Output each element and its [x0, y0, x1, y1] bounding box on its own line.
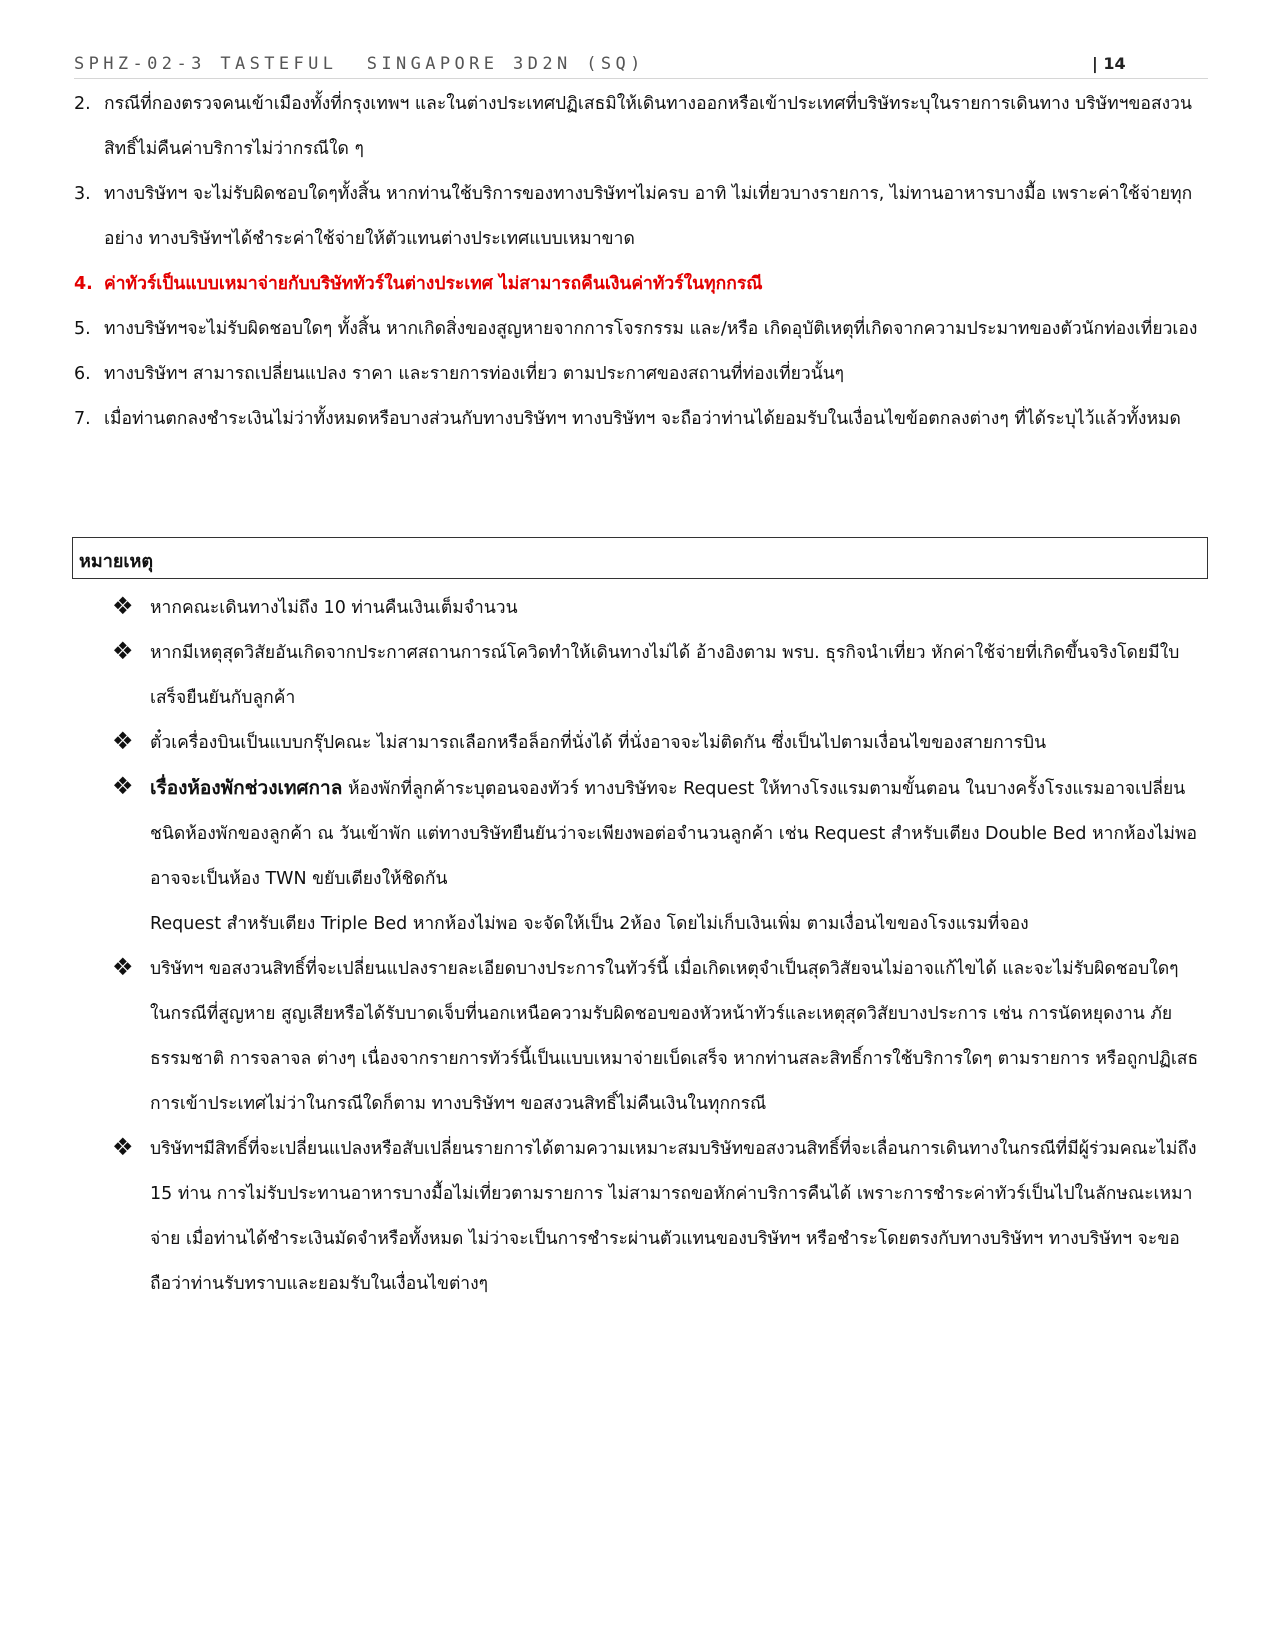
note-text: ตั๋วเครื่องบินเป็นแบบกรุ๊ปคณะ ไม่สามารถเลือกหรือล็อกที่นั่งได้ ที่นั่งอาจจะไม่ติดกัน ซึ่งเป็นไปตามเงื่อนไขของสายการบิน — [150, 733, 1047, 753]
diamond-bullet-icon: ❖ — [112, 592, 134, 620]
term-text: เมื่อท่านตกลงชำระเงินไม่ว่าทั้งหมดหรือบางส่วนกับทางบริษัทฯ ทางบริษัทฯ จะถือว่าท่านได้ยอมรับในเงื่อนไขข้อตกลงต่างๆ ที่ได้ระบุไว้แล้วทั้งหมด — [104, 409, 1181, 429]
note-text: ห้องพักที่ลูกค้าระบุตอนจองทัวร์ ทางบริษัทจะ Request ให้ทางโรงแรมตามขั้นตอน ในบางครั้งโรงแรมอาจเปลี่ยนชนิดห้องพักของลูกค้า ณ วันเข้าพัก แต่ทางบริษัทยืนยันว่าจะเพียงพอต่อจำนวนลูกค้า เช่น Request สำหรับเตียง Double Bed หากห้องไม่พอ อาจจะเป็นห้อง TWN ขยับเตียงให้ชิดกัน — [150, 779, 1198, 889]
note-item — [112, 631, 1202, 721]
note-item — [112, 721, 1202, 766]
note-text: หากมีเหตุสุดวิสัยอันเกิดจากประกาศสถานการณ์โควิดทำให้เดินทางไม่ได้ อ้างอิงตาม พรบ. ธุรกิจนำเที่ยว หักค่าใช้จ่ายที่เกิดขึ้นจริงโดยมีใบเสร็จยืนยันกับลูกค้า — [150, 643, 1180, 708]
term-number: 7. — [74, 409, 91, 429]
term-text: ทางบริษัทฯ จะไม่รับผิดชอบใดๆทั้งสิ้น หากท่านใช้บริการของทางบริษัทฯไม่ครบ อาทิ ไม่เที่ยวบางรายการ, ไม่ทานอาหารบางมื้อ เพราะค่าใช้จ่ายทุกอย่าง ทางบริษัทฯได้ชำระค่าใช้จ่ายให้ตัวแทนต่างประเทศแบบเหมาขาด — [104, 184, 1193, 249]
note-subline: Request สำหรับเตียง Triple Bed หากห้องไม่พอ จะจัดให้เป็น 2ห้อง โดยไม่เก็บเงินเพิ่ม ตามเงื่อนไขของโรงแรมที่จอง — [150, 914, 1029, 934]
diamond-bullet-icon: ❖ — [112, 637, 134, 665]
note-text: หากคณะเดินทางไม่ถึง 10 ท่านคืนเงินเต็มจำนวน — [150, 598, 518, 618]
notes-list — [112, 586, 1202, 1307]
term-item-highlighted — [74, 262, 1208, 307]
term-number: 4. — [74, 274, 93, 294]
term-text: กรณีที่กองตรวจคนเข้าเมืองทั้งที่กรุงเทพฯ และในต่างประเทศปฏิเสธมิให้เดินทางออกหรือเข้าประเทศที่บริษัทระบุในรายการเดินทาง บริษัทฯขอสงวนสิทธิ์ไม่คืนค่าบริการไม่ว่ากรณีใด ๆ — [104, 94, 1192, 159]
note-item — [112, 1127, 1202, 1307]
note-text: บริษัทฯมีสิทธิ์ที่จะเปลี่ยนแปลงหรือสับเปลี่ยนรายการได้ตามความเหมาะสมบริษัทขอสงวนสิทธิ์ที่จะเลื่อนการเดินทางในกรณีที่มีผู้ร่วมคณะไม่ถึง 15 ท่าน การไม่รับประทานอาหารบางมื้อไม่เที่ยวตามรายการ ไม่สามารถขอหักค่าบริการคืนได้ เพราะการชำระค่าทัวร์เป็นไปในลักษณะเหมาจ่าย เมื่อท่านได้ชำระเงินมัดจำหรือทั้งหมด ไม่ว่าจะเป็นการชำระผ่านตัวแทนของบริษัทฯ หรือชำระโดยตรงกับทางบริษัทฯ ทางบริษัทฯ จะขอถือว่าท่านรับทราบและยอมรับในเงื่อนไขต่างๆ — [150, 1139, 1197, 1294]
term-item — [74, 352, 1208, 397]
note-lead: เรื่องห้องพักช่วงเทศกาล — [150, 777, 343, 799]
note-item — [112, 947, 1202, 1127]
term-item — [74, 82, 1208, 172]
diamond-bullet-icon: ❖ — [112, 953, 134, 981]
diamond-bullet-icon: ❖ — [112, 1133, 134, 1161]
term-item — [74, 307, 1208, 352]
term-number: 6. — [74, 364, 91, 384]
note-text: บริษัทฯ ขอสงวนสิทธิ์ที่จะเปลี่ยนแปลงรายละเอียดบางประการในทัวร์นี้ เมื่อเกิดเหตุจำเป็นสุดวิสัยจนไม่อาจแก้ไขได้ และจะไม่รับผิดชอบใดๆ ในกรณีที่สูญหาย สูญเสียหรือได้รับบาดเจ็บที่นอกเหนือความรับผิดชอบของหัวหน้าทัวร์และเหตุสุดวิสัยบางประการ เช่น การนัดหยุดงาน ภัยธรรมชาติ การจลาจล ต่างๆ เนื่องจากรายการทัวร์นี้เป็นแบบเหมาจ่ายเบ็ดเสร็จ หากท่านสละสิทธิ์การใช้บริการใดๆ ตามรายการ หรือถูกปฏิเสธการเข้าประเทศไม่ว่าในกรณีใดก็ตาม ทางบริษัทฯ ขอสงวนสิทธิ์ไม่คืนเงินในทุกกรณี — [150, 959, 1199, 1114]
term-text: ค่าทัวร์เป็นแบบเหมาจ่ายกับบริษัททัวร์ในต่างประเทศ ไม่สามารถคืนเงินค่าทัวร์ในทุกกรณี — [104, 274, 763, 294]
diamond-bullet-icon: ❖ — [112, 727, 134, 755]
term-text: ทางบริษัทฯจะไม่รับผิดชอบใดๆ ทั้งสิ้น หากเกิดสิ่งของสูญหายจากการโจรกรรม และ/หรือ เกิดอุบัติเหตุที่เกิดจากความประมาทของตัวนักท่องเที่ยวเอง — [104, 319, 1198, 339]
diamond-bullet-icon: ❖ — [112, 772, 134, 800]
notes-title: หมายเหตุ — [79, 551, 154, 572]
page-number: | 14 — [1092, 54, 1126, 73]
term-item — [74, 172, 1208, 262]
terms-list — [74, 82, 1208, 442]
term-number: 3. — [74, 184, 91, 204]
note-item — [112, 766, 1202, 947]
document-title: SPHZ-02-3 TASTEFUL SINGAPORE 3D2N (SQ) — [74, 54, 645, 74]
term-number: 2. — [74, 94, 91, 114]
term-number: 5. — [74, 319, 91, 339]
notes-header-box — [72, 537, 1208, 579]
page-header — [74, 54, 1208, 79]
term-item — [74, 397, 1208, 442]
term-text: ทางบริษัทฯ สามารถเปลี่ยนแปลง ราคา และรายการท่องเที่ยว ตามประกาศของสถานที่ท่องเที่ยวนั้นๆ — [104, 364, 845, 384]
note-item — [112, 586, 1202, 631]
